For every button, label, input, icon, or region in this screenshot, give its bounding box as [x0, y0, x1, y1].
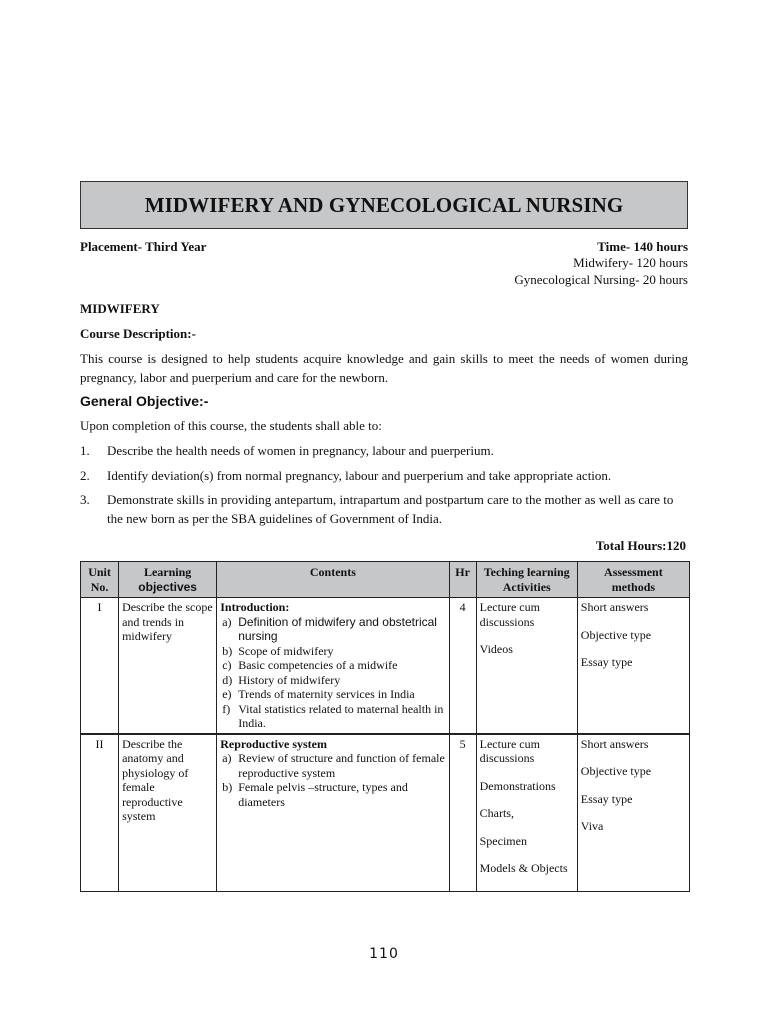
objective-number: 1.: [80, 443, 90, 458]
list-item: e) Trends of maternity services in India: [222, 687, 415, 701]
contents-cell: [217, 598, 449, 734]
table-header-row: [81, 562, 690, 598]
objective-cell: Describe the anatomy and physiology of female reproductive system: [119, 734, 217, 892]
table-row: [81, 598, 690, 734]
course-description-text: This course is designed to help students acquire knowledge and gain skills to meet the needs of women during pregnancy, labor and puerperium and care for the newborn.: [80, 351, 688, 385]
assessment-item: Viva: [580, 819, 604, 833]
activity-item: Models & Objects: [479, 861, 568, 875]
assessment-item: Short answers: [580, 736, 649, 751]
activity-item: Charts,: [479, 806, 514, 820]
objective-text: Demonstrate skills in providing antepartum, intrapartum and postpartum care to the mother as well as care to the new born as per the SBA guidelines of Government of India.: [107, 492, 674, 526]
header-contents: Contents: [217, 562, 449, 598]
page-number: 110: [369, 946, 399, 962]
table-row: [81, 734, 690, 892]
list-item: b) Scope of midwifery: [222, 643, 334, 658]
total-hours-label: Total Hours:120: [595, 538, 686, 553]
placement-label: Placement- Third Year: [80, 239, 207, 254]
unit-cell: II: [81, 734, 119, 892]
header-assessment: Assessment methods: [577, 562, 689, 598]
section-heading: MIDWIFERY: [80, 301, 160, 316]
activities-cell: [476, 734, 577, 892]
assessment-item: Essay type: [580, 655, 633, 669]
list-item: b) Female pelvis –structure, types and diameters: [222, 780, 408, 809]
midwifery-hours-label: Midwifery- 120 hours: [573, 255, 688, 270]
general-objective-intro: Upon completion of this course, the students shall able to:: [80, 418, 382, 433]
activity-item: Specimen: [479, 833, 527, 848]
course-description-heading: Course Description:-: [80, 326, 196, 341]
objective-cell: Describe the scope and trends in midwifery: [119, 598, 217, 734]
document-title: MIDWIFERY AND GYNECOLOGICAL NURSING: [80, 181, 688, 229]
list-item: d) History of midwifery: [222, 672, 341, 687]
objective-number: 3.: [80, 492, 90, 507]
gyn-hours-label: Gynecological Nursing- 20 hours: [514, 272, 688, 287]
contents-heading: Introduction:: [220, 600, 290, 614]
assessment-cell: [577, 598, 689, 734]
list-item: a) Definition of midwifery and obstetrical nursing: [222, 614, 437, 643]
assessment-item: Objective type: [580, 764, 652, 778]
header-learning-objectives: Learning objectives: [119, 562, 217, 598]
header-unit: Unit No.: [81, 562, 119, 598]
list-item: f) Vital statistics related to maternal health in India.: [222, 701, 444, 730]
assessment-item: Essay type: [580, 791, 633, 806]
list-item: c) Basic competencies of a midwife: [222, 658, 398, 672]
syllabus-table: [80, 561, 690, 892]
objective-number: 2.: [80, 468, 90, 483]
activities-cell: [476, 598, 577, 734]
header-activities: Teching learning Activities: [476, 562, 577, 598]
hours-cell: 4: [449, 598, 476, 734]
general-objective-heading: General Objective:-: [80, 393, 209, 409]
objective-text: Identify deviation(s) from normal pregnancy, labour and puerperium and take appropriate action.: [107, 468, 612, 483]
activity-item: Videos: [479, 642, 513, 656]
hours-cell: 5: [449, 734, 476, 892]
assessment-item: Objective type: [580, 627, 652, 642]
list-item: a) Review of structure and function of female reproductive system: [222, 751, 445, 780]
activity-item: Lecture cum discussions: [479, 736, 540, 765]
contents-heading: Reproductive system: [220, 736, 327, 751]
contents-list: [220, 615, 445, 731]
total-time-label: Time- 140 hours: [597, 239, 688, 254]
activity-item: Lecture cum discussions: [479, 600, 540, 629]
objective-text: Describe the health needs of women in pregnancy, labour and puerperium.: [107, 443, 494, 458]
activity-item: Demonstrations: [479, 778, 556, 793]
contents-list: [220, 751, 445, 809]
assessment-cell: [577, 734, 689, 892]
assessment-item: Short answers: [580, 600, 649, 614]
header-hr: Hr: [449, 562, 476, 598]
unit-cell: I: [81, 598, 119, 734]
contents-cell: [217, 734, 449, 892]
